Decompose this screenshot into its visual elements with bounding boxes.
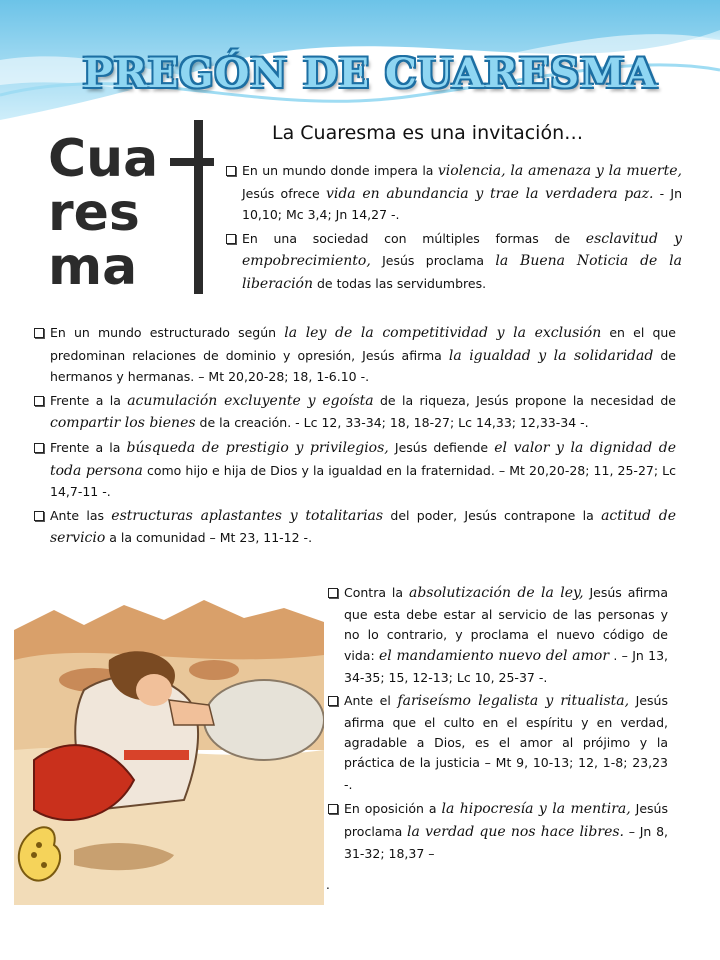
- bullet-item: Frente a la acumulación excluyente y egoísta de la riqueza, Jesús propone la necesidad de compartir los bienes de la creación. - Lc 12, 33-34; 18, 18-27; Lc 14,33; 12,33-34 -.: [34, 390, 676, 435]
- bullet-list-middle: [34, 322, 676, 552]
- logo-line-1: Cua: [48, 129, 159, 189]
- trailing-dot: .: [326, 878, 330, 892]
- bullet-item: Frente a la búsqueda de prestigio y privilegios, Jesús defiende el valor y la dignidad de toda persona como hijo e hija de Dios y la igualdad en la fraternidad. – Mt 20,20-28; 11, 25-27; Lc 14,7-11 -.: [34, 437, 676, 503]
- cuaresma-logo: [42, 118, 217, 296]
- bullet-item: En oposición a la hipocresía y la mentira, Jesús proclama la verdad que nos hace libres. – Jn 8, 31-32; 18,37 –: [328, 798, 668, 864]
- bullet-item: Ante las estructuras aplastantes y totalitarias del poder, Jesús contrapone la actitud de servicio a la comunidad – Mt 23, 11-12 -.: [34, 505, 676, 550]
- page-title: PREGÓN DE CUARESMA: [82, 50, 658, 97]
- bullet-list-top: [226, 160, 682, 298]
- praying-jesus-illustration: [14, 600, 324, 905]
- bullet-item: Ante el fariseísmo legalista y ritualista, Jesús afirma que el culto en el espíritu y en verdad, agradable a Dios, es el amor al prójimo y la práctica de la justicia – Mt 9, 10-13; 12, 1-8; 23,23 -.: [328, 690, 668, 796]
- bullet-item: En una sociedad con múltiples formas de esclavitud y empobrecimiento, Jesús proclama la Buena Noticia de la liberación de todas las servidumbres.: [226, 228, 682, 296]
- bullet-item: Contra la absolutización de la ley, Jesús afirma que esta debe estar al servicio de las personas y no lo contrario, y proclama el nuevo código de vida: el mandamiento nuevo del amor . – Jn 13, 34-35; 15, 12-13; Lc 10, 25-37 -.: [328, 582, 668, 688]
- bullet-item: En un mundo estructurado según la ley de la competitividad y la exclusión en el que predominan relaciones de dominio y opresión, Jesús afirma la igualdad y la solidaridad de hermanos y hermanas. – Mt 20,20-28; 18, 1-6.10 -.: [34, 322, 676, 388]
- logo-line-2: res: [48, 183, 140, 243]
- bullet-item: En un mundo donde impera la violencia, la amenaza y la muerte, Jesús ofrece vida en abundancia y trae la verdadera paz. - Jn 10,10; Mc 3,4; Jn 14,27 -.: [226, 160, 682, 226]
- logo-line-3: ma: [48, 237, 138, 296]
- subtitle: La Cuaresma es una invitación…: [272, 122, 584, 144]
- bullet-list-bottom: [328, 582, 668, 866]
